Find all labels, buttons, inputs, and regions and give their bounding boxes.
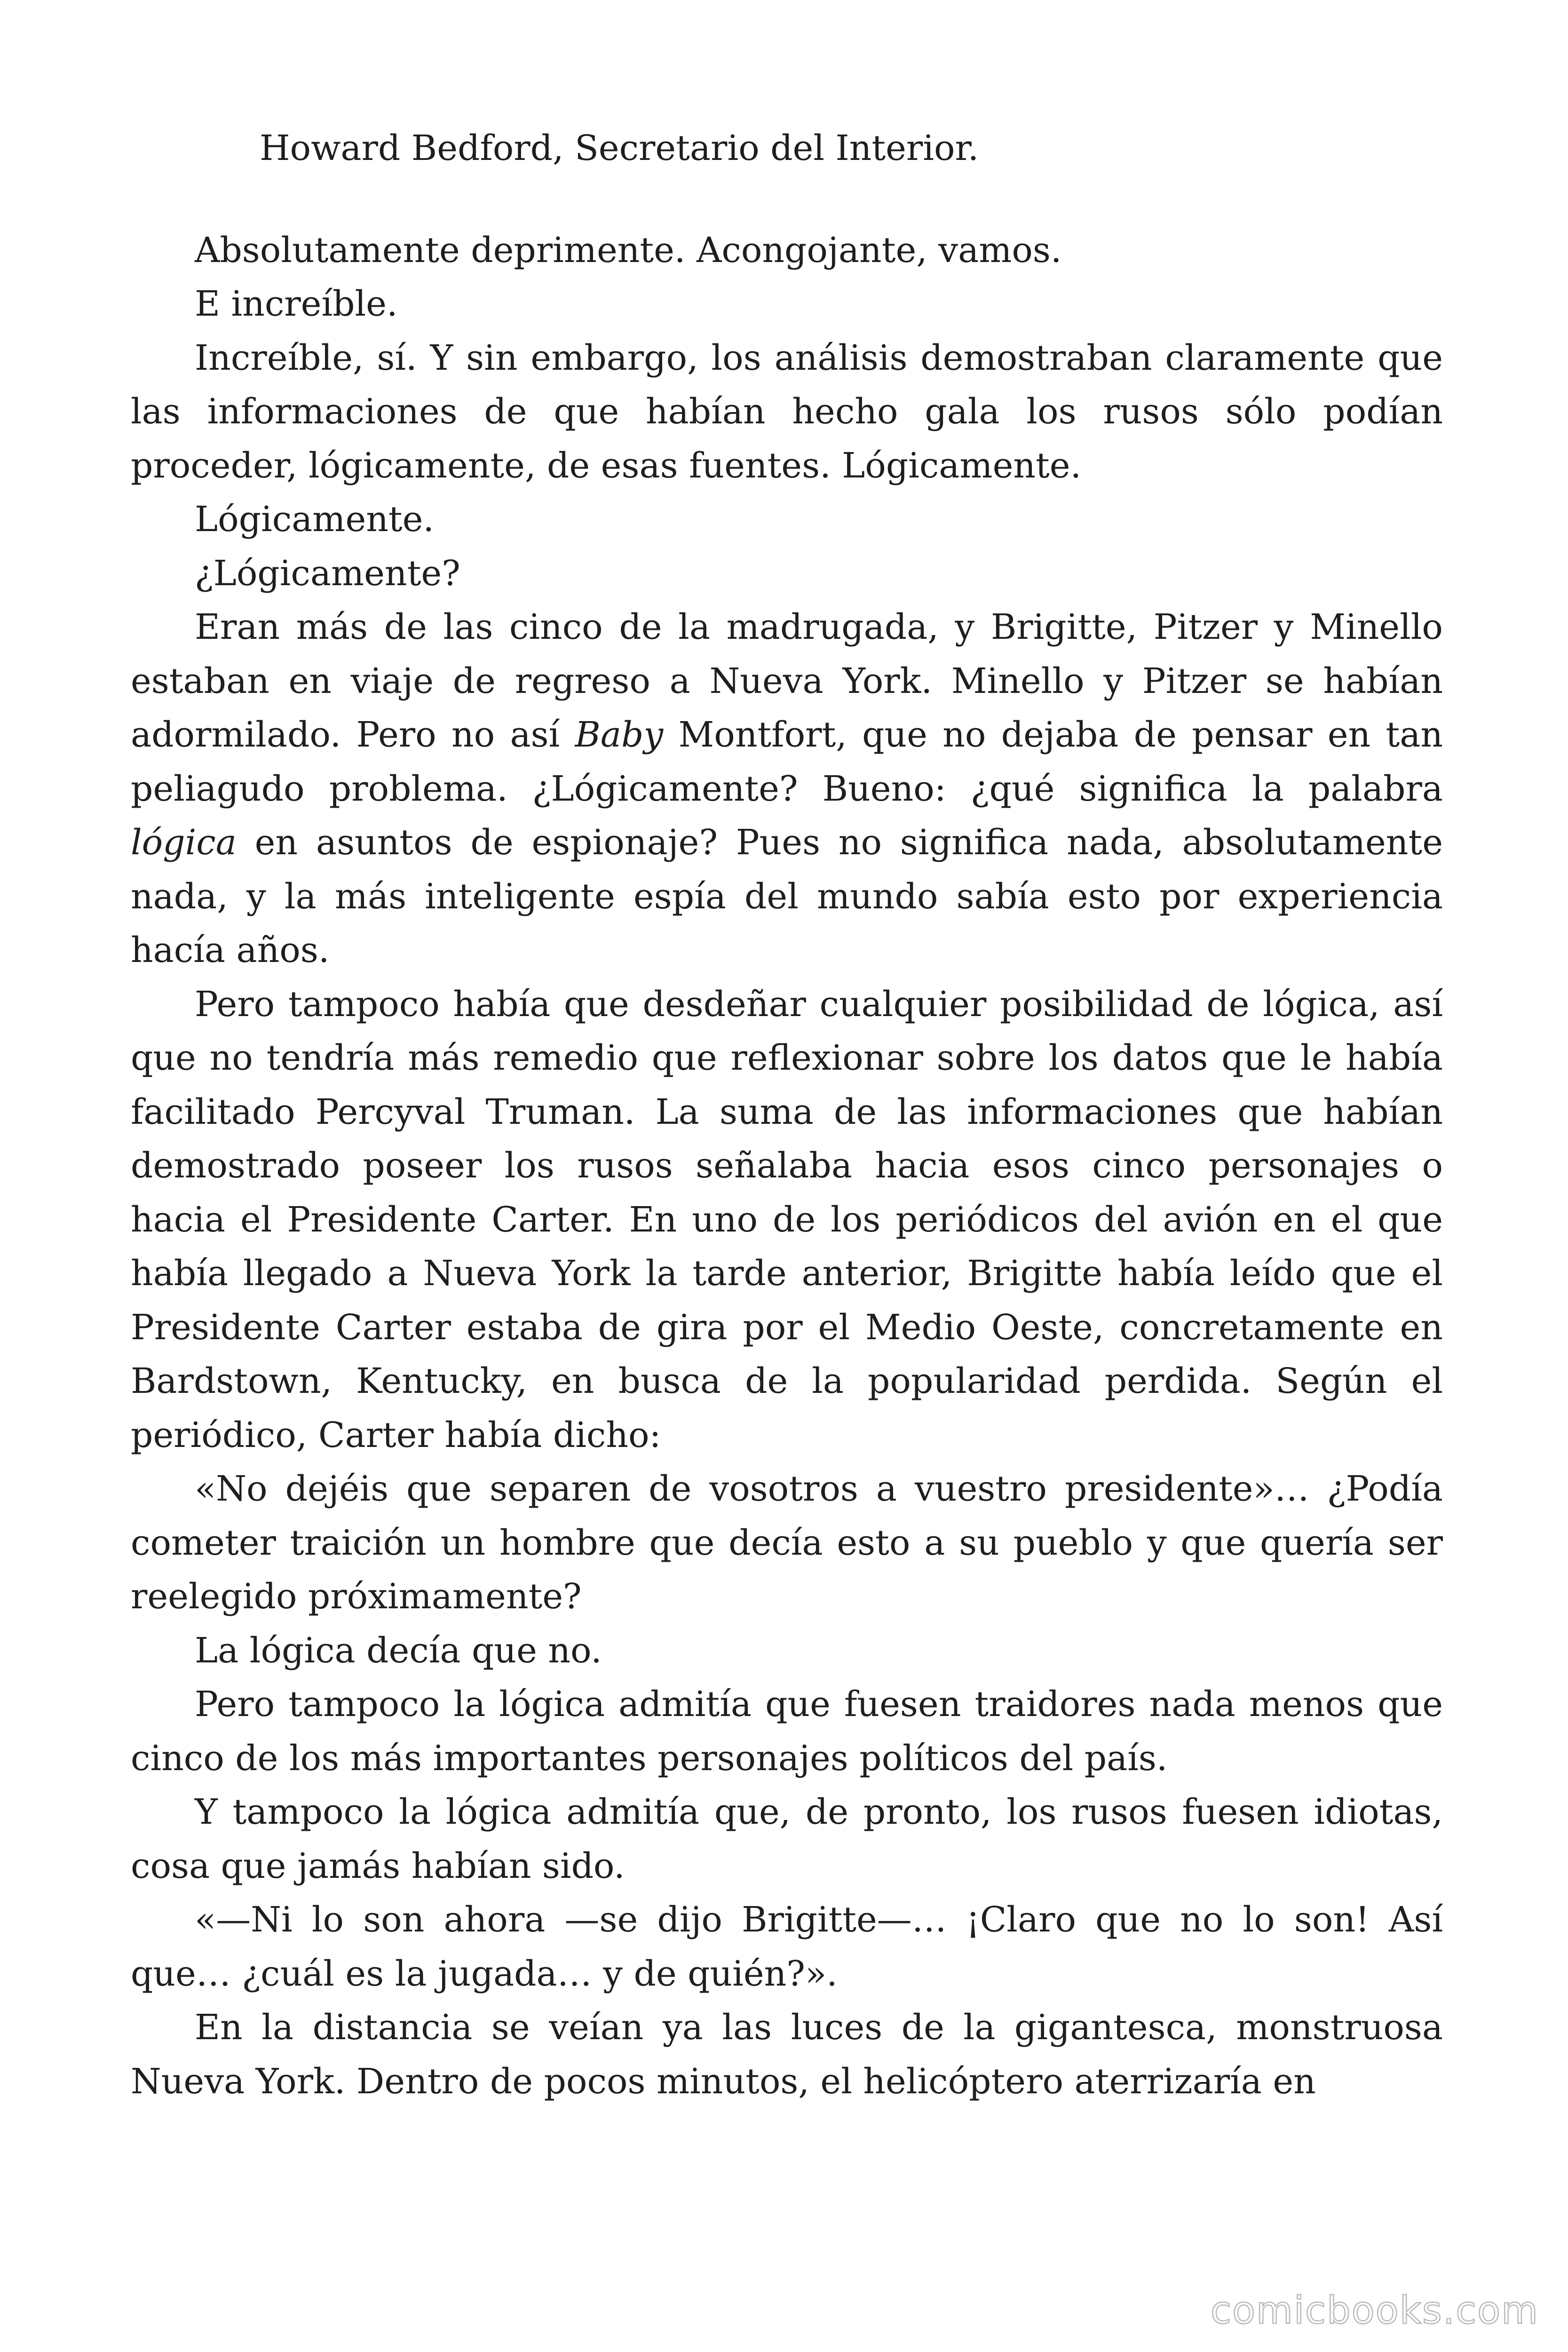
paragraph-4: Lógicamente. bbox=[195, 499, 434, 540]
italic-logica: lógica bbox=[131, 822, 237, 863]
paragraph-8: «No dejéis que separen de vosotros a vuestro presidente»… ¿Podía cometer traición un hombre que decía esto a su pueblo y que quería ser reelegido próximamente? bbox=[131, 1469, 1443, 1617]
signature-line: Howard Bedford, Secretario del Interior. bbox=[260, 128, 979, 168]
paragraph-13: En la distancia se veían ya las luces de la gigantesca, monstruosa Nueva York. Dentro de pocos minutos, el helicóptero aterrizaría en bbox=[131, 2007, 1443, 2102]
paragraph-6: Eran más de las cinco de la madrugada, y Brigitte, Pitzer y Minello estaban en viaje de regreso a Nueva York. Minello y Pitzer se habían adormilado. Pero no así Baby Montfort, que no dejaba de pensar en tan peliagudo problema. ¿Lógicamente? Bueno: ¿qué significa la palabra lógica en asuntos de espionaje? Pues no significa nada, absolutamente nada, y la más inteligente espía del mundo sabía esto por experiencia hacía años. bbox=[131, 607, 1443, 970]
paragraph-5: ¿Lógicamente? bbox=[195, 553, 460, 594]
page-text bbox=[131, 121, 1443, 2108]
paragraph-10: Pero tampoco la lógica admitía que fuesen traidores nada menos que cinco de los más importantes personajes políticos del país. bbox=[131, 1684, 1443, 1779]
paragraph-1: Absolutamente deprimente. Acongojante, vamos. bbox=[195, 230, 1062, 270]
paragraph-2: E increíble. bbox=[195, 284, 398, 324]
paragraph-11: Y tampoco la lógica admitía que, de pronto, los rusos fuesen idiotas, cosa que jamás habían sido. bbox=[131, 1792, 1443, 1886]
italic-baby: Baby bbox=[575, 715, 664, 755]
paragraph-7: Pero tampoco había que desdeñar cualquier posibilidad de lógica, así que no tendría más remedio que reflexionar sobre los datos que le había facilitado Percyval Truman. La suma de las informaciones que habían demostrado poseer los rusos señalaba hacia esos cinco personajes o hacia el Presidente Carter. En uno de los periódicos del avión en el que había llegado a Nueva York la tarde anterior, Brigitte había leído que el Presidente Carter estaba de gira por el Medio Oeste, concretamente en Bardstown, Kentucky, en busca de la popularidad perdida. Según el periódico, Carter había dicho: bbox=[131, 984, 1443, 1455]
paragraph-9: La lógica decía que no. bbox=[195, 1630, 602, 1671]
watermark: comicbooks.com bbox=[1210, 2288, 1539, 2332]
paragraph-12: «—Ni lo son ahora —se dijo Brigitte—… ¡Claro que no lo son! Así que… ¿cuál es la jugada… y de quién?». bbox=[131, 1899, 1443, 1994]
paragraph-3: Increíble, sí. Y sin embargo, los análisis demostraban claramente que las informaciones de que habían hecho gala los rusos sólo podían proceder, lógicamente, de esas fuentes. Lógicamente. bbox=[131, 337, 1443, 486]
